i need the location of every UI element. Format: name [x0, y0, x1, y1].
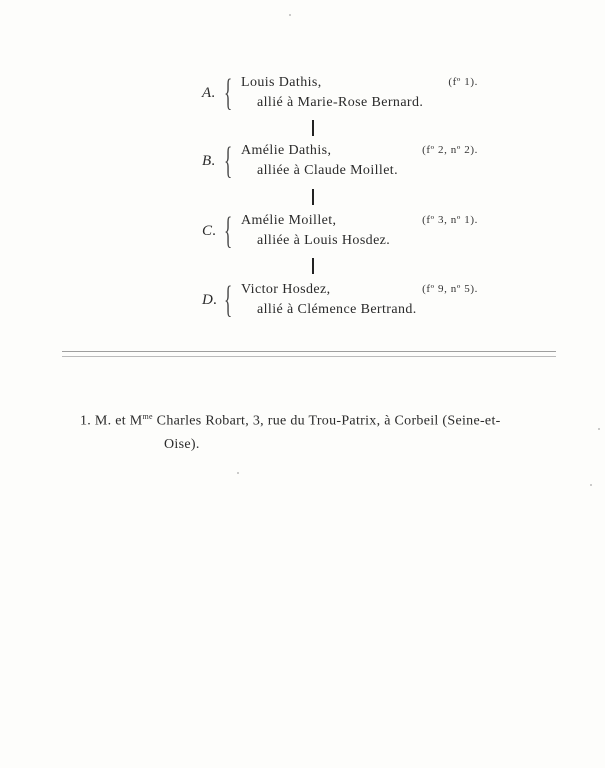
- entry-name: Louis Dathis,: [241, 75, 322, 90]
- lineage-connector: [312, 258, 314, 274]
- entry-name: Amélie Dathis,: [241, 143, 332, 158]
- footnote-continuation: Oise).: [164, 436, 200, 452]
- entry-letter: C.: [202, 223, 217, 239]
- lineage-connector: [312, 189, 314, 205]
- entry-name: Victor Hosdez,: [241, 282, 331, 297]
- paper-speck: [598, 428, 600, 430]
- entry-reference: (fº 9, nº 5).: [422, 283, 478, 295]
- lineage-connector: [312, 120, 314, 136]
- paper-speck: [289, 14, 291, 16]
- paper-speck: [237, 472, 239, 474]
- brace-icon: {: [224, 279, 233, 321]
- entry-reference: (fº 2, nº 2).: [422, 144, 478, 156]
- entry-letter: A.: [202, 85, 216, 101]
- footnote-text-start: 1. M. et M: [80, 413, 143, 429]
- entry-spouse: alliée à Louis Hosdez.: [257, 233, 391, 248]
- footnote: [80, 405, 560, 456]
- genealogy-entry-d: [0, 279, 605, 326]
- entry-name: Amélie Moillet,: [241, 213, 337, 228]
- genealogy-entry-c: [0, 210, 605, 257]
- footnote-text-rest: Charles Robart, 3, rue du Trou-Patrix, à Corbeil (Seine-et-: [152, 413, 501, 429]
- brace-icon: {: [224, 140, 233, 182]
- entry-spouse: allié à Marie-Rose Bernard.: [257, 95, 424, 110]
- brace-icon: {: [224, 72, 233, 114]
- footnote-superscript: me: [142, 412, 153, 421]
- entry-reference: (fº 3, nº 1).: [422, 214, 478, 226]
- entry-letter: B.: [202, 153, 216, 169]
- entry-reference: (fº 1).: [448, 76, 478, 88]
- genealogy-entry-a: [0, 72, 605, 119]
- entry-spouse: allié à Clémence Bertrand.: [257, 302, 417, 317]
- entry-spouse: alliée à Claude Moillet.: [257, 163, 399, 178]
- paper-speck: [590, 484, 592, 486]
- entry-letter: D.: [202, 292, 218, 308]
- brace-icon: {: [224, 210, 233, 252]
- section-divider: [62, 351, 556, 357]
- genealogy-entry-b: [0, 140, 605, 187]
